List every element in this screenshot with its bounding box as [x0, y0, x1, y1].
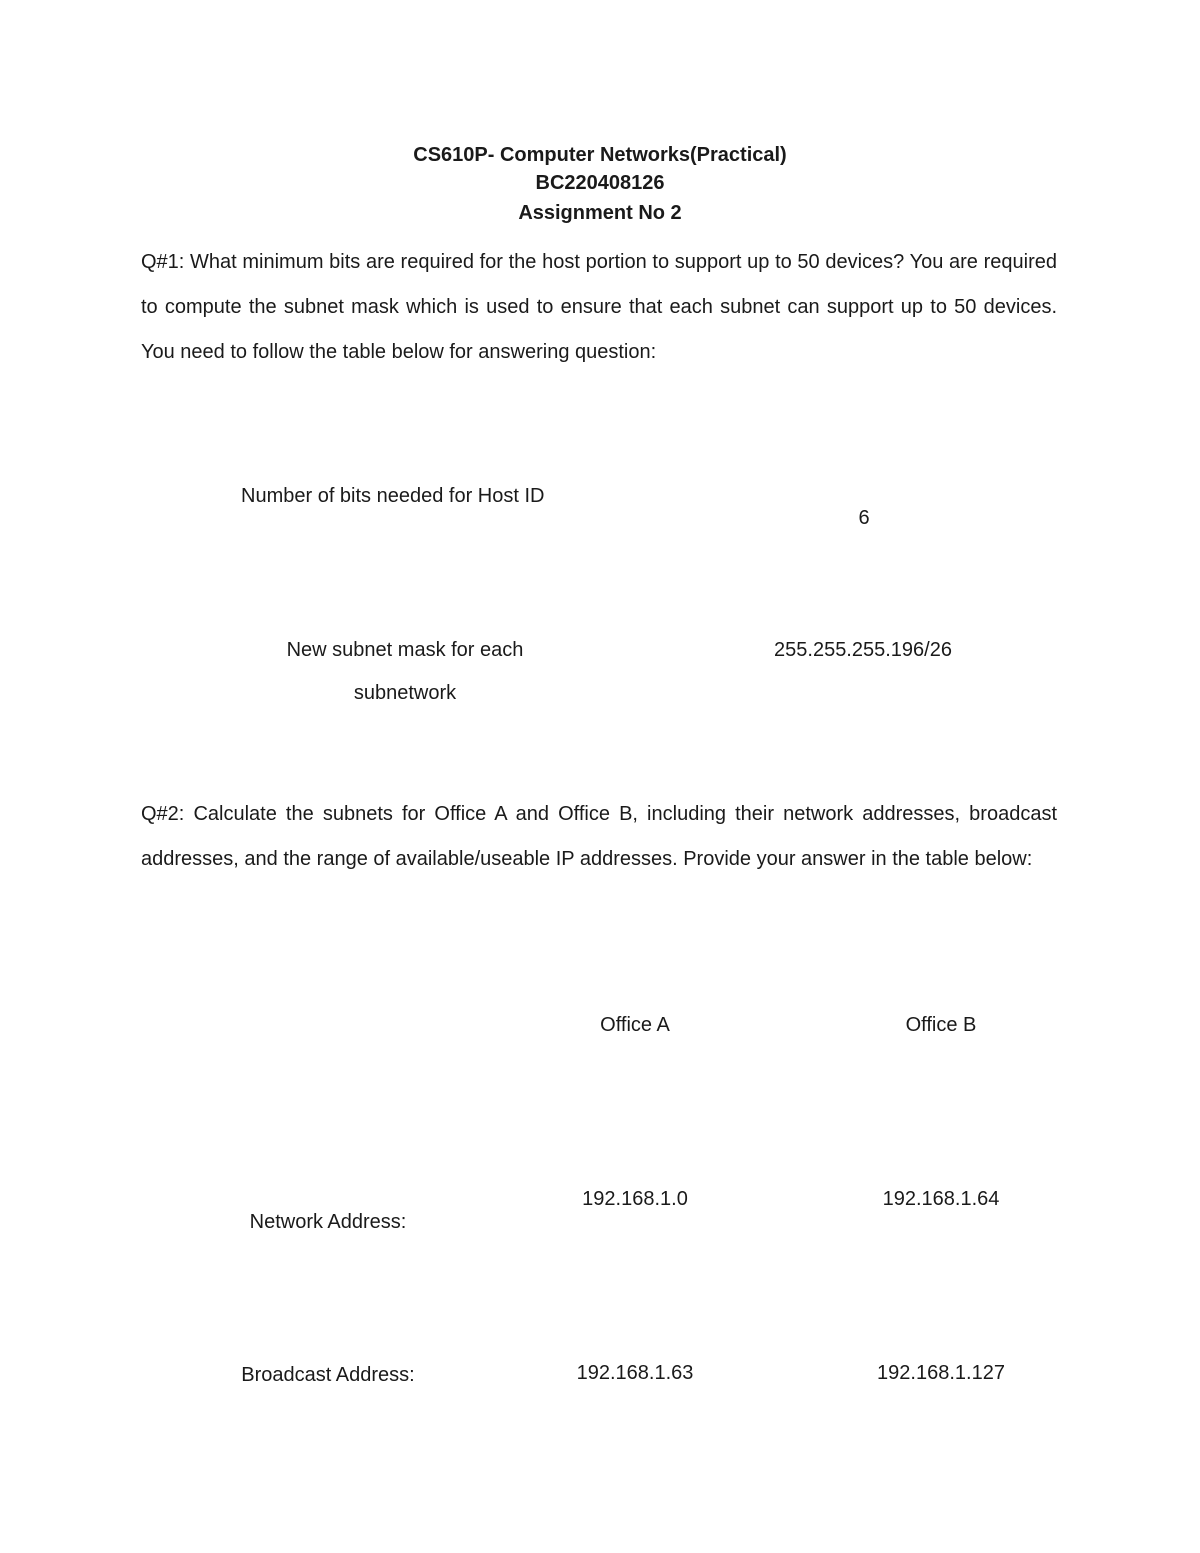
- network-address-office-b: 192.168.1.64: [882, 1188, 1000, 1210]
- course-title: CS610P- Computer Networks(Practical): [413, 144, 787, 166]
- subnet-mask-value: 255.255.255.196/26: [774, 639, 952, 661]
- subnet-mask-label-line1: New subnet mask for each: [286, 639, 524, 661]
- broadcast-address-office-a: 192.168.1.63: [576, 1362, 694, 1384]
- network-address-office-a: 192.168.1.0: [582, 1188, 688, 1210]
- question-1-text: Q#1: What minimum bits are required for the host portion to support up to 50 devices? You are required to compute the subnet mask which is used to ensure that each subnet can support up to 50 devices. You need to follow the table below for answering question:: [141, 251, 1057, 363]
- office-a-header: Office A: [600, 1014, 670, 1036]
- assignment-title: Assignment No 2: [518, 202, 682, 224]
- host-bits-label: Number of bits needed for Host ID: [241, 485, 545, 507]
- host-bits-value: 6: [858, 507, 870, 529]
- student-id: BC220408126: [535, 172, 665, 194]
- broadcast-address-office-b: 192.168.1.127: [877, 1362, 1005, 1384]
- question-2-text: Q#2: Calculate the subnets for Office A and Office B, including their network addresses, broadcast addresses, and the range of available/useable IP addresses. Provide your answer in the table below:: [141, 803, 1057, 870]
- broadcast-address-label: Broadcast Address:: [241, 1364, 415, 1386]
- office-b-header: Office B: [905, 1014, 977, 1036]
- network-address-label: Network Address:: [249, 1211, 407, 1233]
- subnet-mask-label-line2: subnetwork: [353, 682, 457, 704]
